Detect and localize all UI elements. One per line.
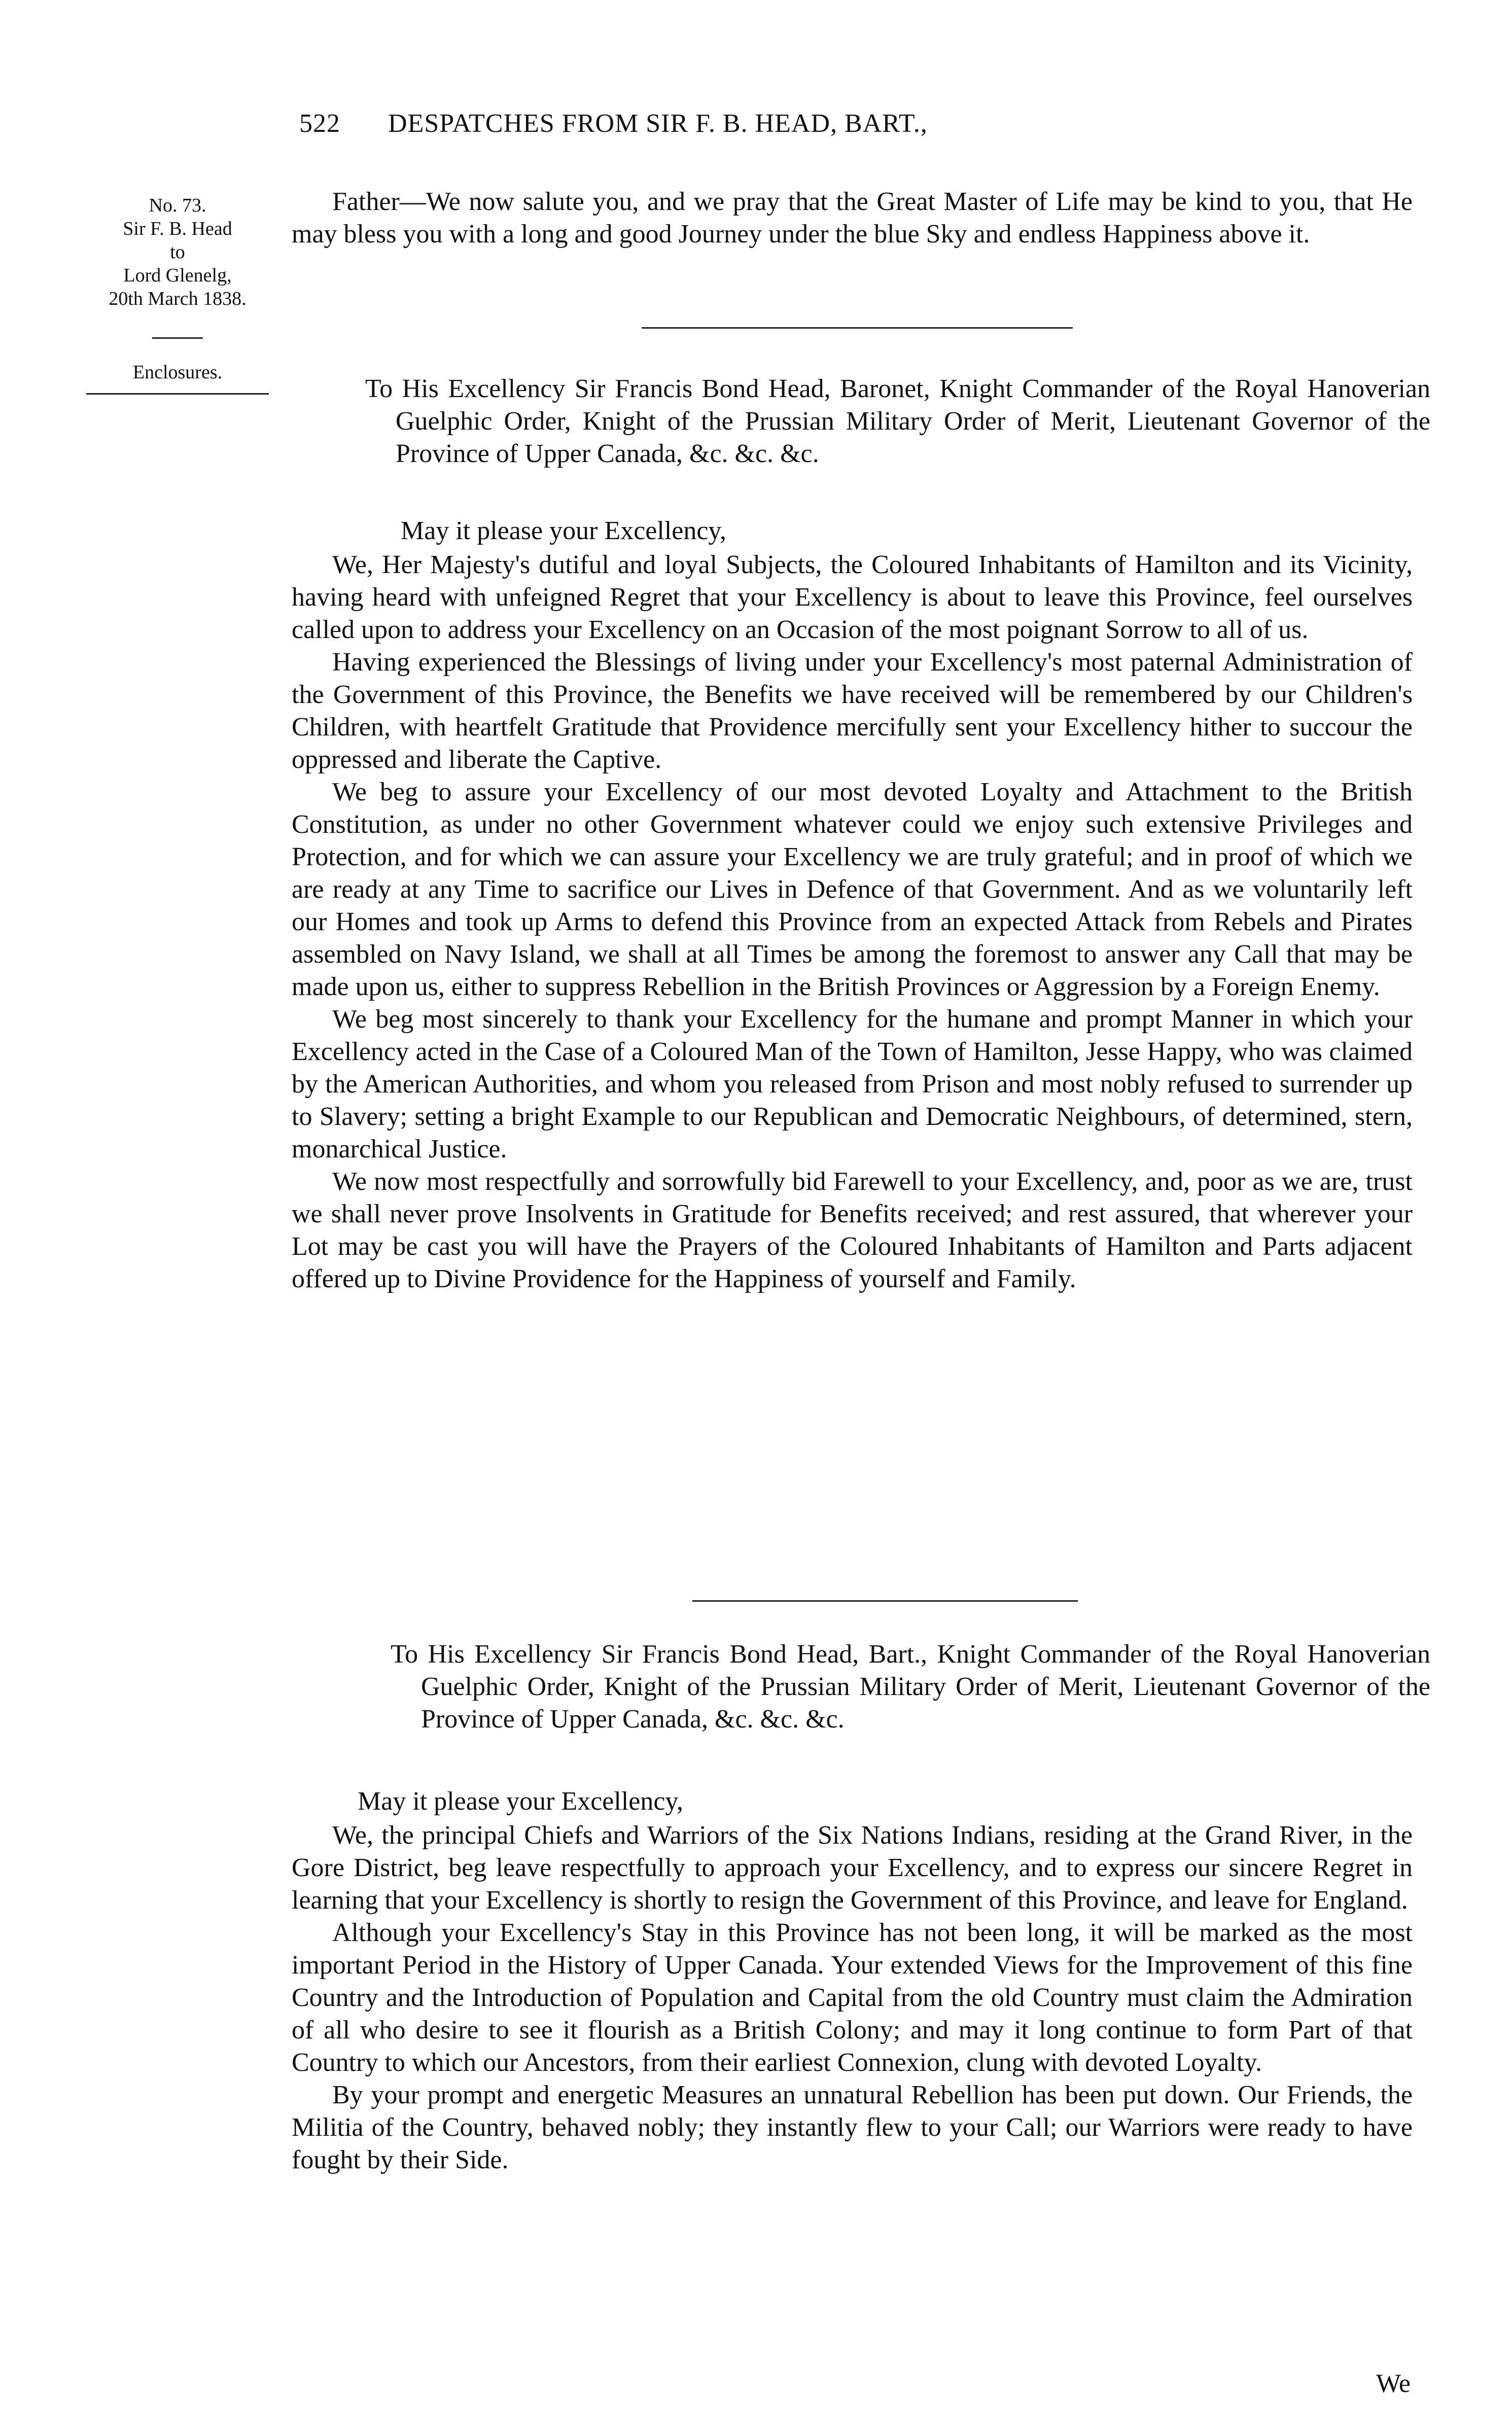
- running-title: DESPATCHES FROM SIR F. B. HEAD, BART.,: [388, 109, 928, 138]
- address1-paragraph: We beg most sincerely to thank your Excellency for the humane and prompt Manner in which your Excellency acted in the Case of a Coloured Man of the Town of Hamilton, Jesse Happy, who was claimed by the American Authorities, and whom you released from Prison and most nobly refused to surrender up to Slavery; setting a bright Example to our Republican and Democratic Neighbours, of determined, stern, monarchical Justice.: [292, 1005, 1413, 1164]
- margin-note-sender: Sir F. B. Head: [123, 218, 232, 239]
- address1-heading: To His Excellency Sir Francis Bond Head, Baronet, Knight Commander of the Royal Hanoverian Guelphic Order, Knight of the Prussian Military Order of Merit, Lieutenant Governor of the Province of Upper Canada, &c. &c. &c.: [365, 374, 1430, 468]
- catchword: We: [1376, 2369, 1411, 2398]
- address1-paragraph: Having experienced the Blessings of living under your Excellency's most paternal Administration of the Government of this Province, the Benefits we have received will be remembered by our Children's Children, with heartfelt Gratitude that Providence mercifully sent your Excellency hither to succour the oppressed and liberate the Captive.: [292, 648, 1413, 774]
- address1-salutation: May it please your Excellency,: [401, 516, 727, 545]
- margin-divider: [152, 337, 203, 339]
- address1-paragraph: We now most respectfully and sorrowfully bid Farewell to your Excellency, and, poor as we are, trust we shall never prove Insolvents in Gratitude for Benefits received; and rest assured, that wherever your Lot may be cast you will have the Prayers of the Coloured Inhabitants of Hamilton and Parts adjacent offered up to Divine Providence for the Happiness of yourself and Family.: [292, 1167, 1413, 1293]
- address2-salutation: May it please your Excellency,: [358, 1787, 684, 1816]
- page-number: 522: [299, 109, 340, 138]
- address1-paragraph: We, Her Majesty's dutiful and loyal Subjects, the Coloured Inhabitants of Hamilton and its Vicinity, having heard with unfeigned Regret that your Excellency is about to leave this Province, feel ourselves called upon to address your Excellency on an Occasion of the most poignant Sorrow to all of us.: [292, 550, 1413, 644]
- margin-note-recipient: Lord Glenelg,: [123, 265, 232, 286]
- address2-paragraph: Although your Excellency's Stay in this Province has not been long, it will be marked as the most important Period in the History of Upper Canada. Your extended Views for the Improvement of this fine Country and the Introduction of Population and Capital from the old Country must claim the Admiration of all who desire to see it flourish as a British Colony; and may it long continue to form Part of that Country to which our Ancestors, from their earliest Connexion, clung with devoted Loyalty.: [292, 1918, 1413, 2077]
- address2-paragraph: By your prompt and energetic Measures an unnatural Rebellion has been put down. Our Friends, the Militia of the Country, behaved nobly; they instantly flew to your Call; our Warriors were ready to have fought by their Side.: [292, 2081, 1413, 2174]
- margin-note: [76, 194, 279, 310]
- address2-heading: To His Excellency Sir Francis Bond Head, Bart., Knight Commander of the Royal Hanoverian Guelphic Order, Knight of the Prussian Military Order of Merit, Lieutenant Governor of the Province of Upper Canada, &c. &c. &c.: [391, 1640, 1430, 1734]
- opening-paragraph: Father—We now salute you, and we pray that the Great Master of Life may be kind to you, that He may bless you with a long and good Journey under the blue Sky and endless Happiness above it.: [292, 187, 1413, 249]
- margin-note-date: 20th March 1838.: [109, 288, 247, 309]
- margin-note-number: No. 73.: [149, 195, 206, 216]
- section-divider: [692, 1600, 1078, 1602]
- address2-paragraph: We, the principal Chiefs and Warriors of the Six Nations Indians, residing at the Grand River, in the Gore District, beg leave respectfully to approach your Excellency, and to express our sincere Regret in learning that your Excellency is shortly to resign the Government of this Province, and leave for England.: [292, 1821, 1413, 1915]
- address1-body: [292, 549, 1413, 1295]
- section-divider: [642, 327, 1073, 329]
- enclosures-label: Enclosures.: [132, 362, 223, 383]
- margin-note-to: to: [170, 241, 185, 263]
- running-header: [299, 109, 1395, 138]
- opening-paragraph-block: [292, 186, 1413, 251]
- address2-body: [292, 1819, 1413, 2176]
- enclosures-underline: [86, 393, 269, 395]
- address1-paragraph: We beg to assure your Excellency of our most devoted Loyalty and Attachment to the British Constitution, as under no other Government whatever could we enjoy such extensive Privileges and Protection, and for which we can assure your Excellency we are truly grateful; and in proof of which we are ready at any Time to sacrifice our Lives in Defence of that Government. And as we voluntarily left our Homes and took up Arms to defend this Province from an expected Attack from Rebels and Pirates assembled on Navy Island, we shall at all Times be among the foremost to answer any Call that may be made upon us, either to suppress Rebellion in the British Provinces or Aggression by a Foreign Enemy.: [292, 778, 1413, 1001]
